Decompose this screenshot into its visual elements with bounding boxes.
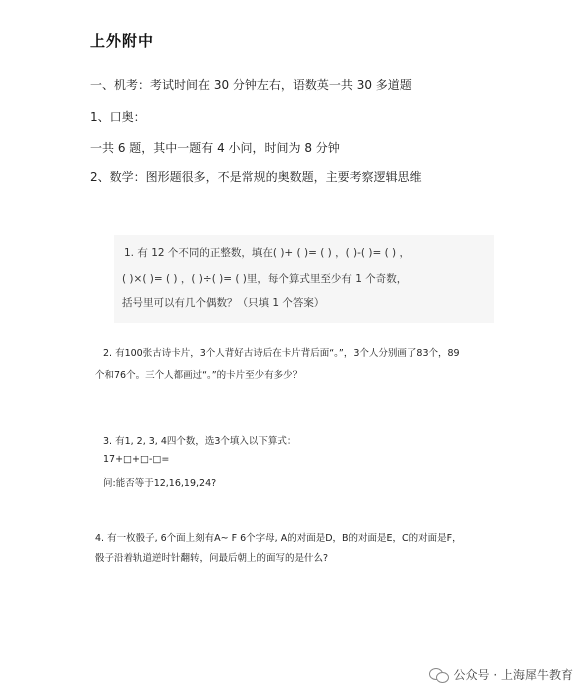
question-4-row: 4. 有一枚骰子, 6个面上刻有A~ F 6个字母, A的对面是D，B的对面是E，C的对面是F，	[95, 533, 462, 544]
math-info-line: 2、数学：图形题很多，不是常规的奥数题，主要考察逻辑思维	[90, 170, 422, 184]
question-4-row: 骰子沿着轨道逆时针翻转，问最后朝上的面写的是什么?	[95, 553, 329, 564]
oral-olympiad-heading: 1、口奥：	[90, 110, 146, 124]
page-title: 上外附中	[90, 32, 155, 50]
exam-info-line: 一、机考：考试时间在 30 分钟左右，语数英一共 30 多道题	[90, 78, 412, 92]
question-3-row: 17+□+□-□=	[103, 454, 170, 465]
wechat-icon	[429, 667, 449, 683]
oral-olympiad-detail: 一共 6 题，其中一题有 4 小问，时间为 8 分钟	[90, 141, 340, 155]
question-2-row: 个和76个。三个人都画过“。”的卡片至少有多少？	[95, 370, 303, 381]
question-1-row: ( )×( )= ( ) ，( )÷( )= ( )里，每个算式里至少有 1 个奇数，	[122, 273, 408, 285]
watermark-text: 公众号 · 上海犀牛教育	[453, 668, 573, 682]
question-2-row: 2. 有100张古诗卡片，3个人背好古诗后在卡片背后面“。”，3个人分别画了83个，89	[103, 348, 460, 359]
question-3-row: 3. 有1, 2, 3, 4四个数，选3个填入以下算式：	[103, 436, 297, 447]
question-1-block	[114, 235, 494, 323]
question-1-row: 1. 有 12 个不同的正整数，填在( )+ ( )= ( ) ，( )-( )= ( ) ，	[124, 247, 410, 259]
question-1-row: 括号里可以有几个偶数？（只填 1 个答案）	[122, 297, 325, 309]
question-3-row: 问:能否等于12,16,19,24?	[103, 478, 217, 489]
wechat-watermark	[429, 666, 573, 683]
